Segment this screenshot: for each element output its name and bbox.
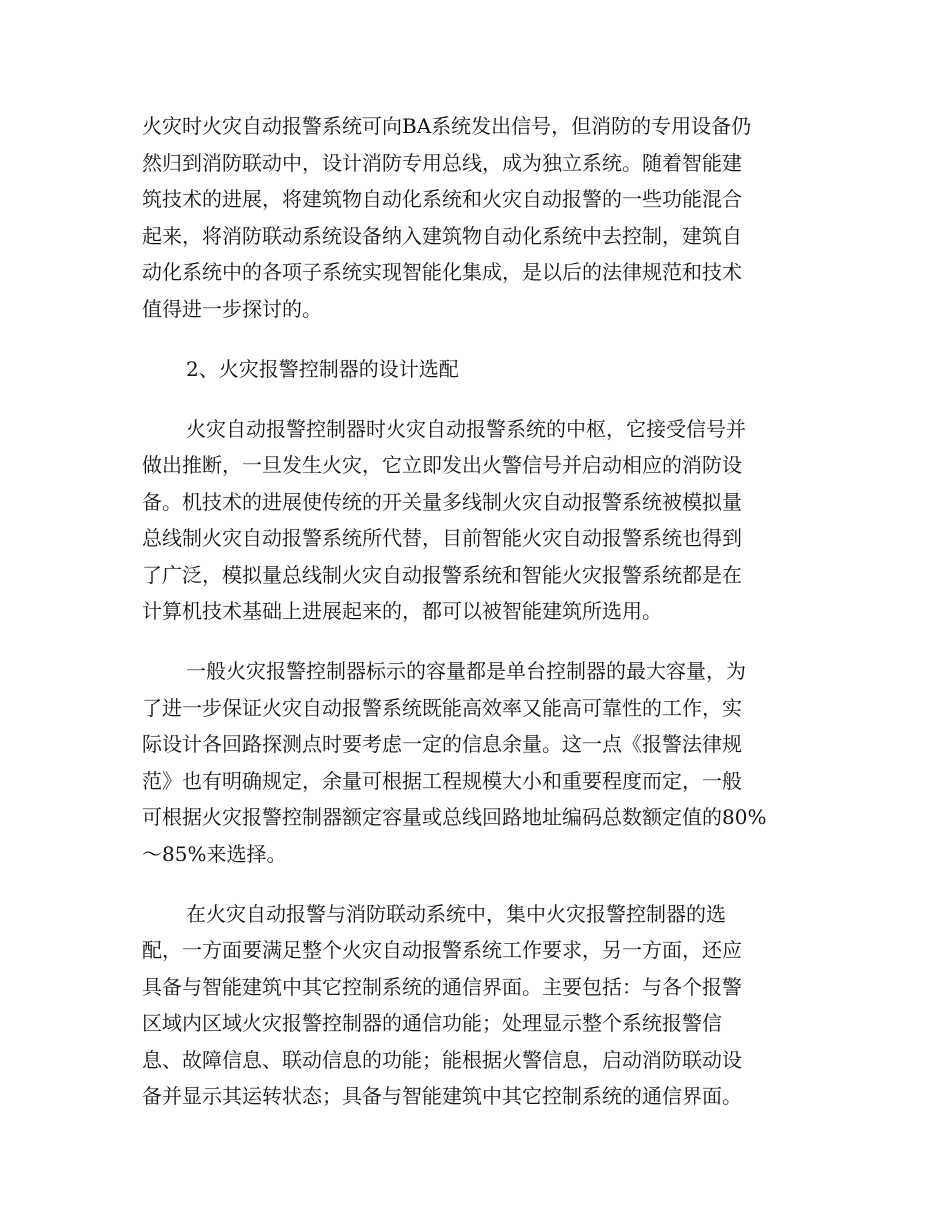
paragraph-gap [142, 387, 810, 411]
text-line: 在火灾自动报警与消防联动系统中，集中火灾报警控制器的选 [186, 901, 726, 926]
paragraph-gap [142, 327, 810, 351]
paragraph-central-controller [142, 896, 810, 1115]
text-line: 筑技术的进展，将建筑物自动化系统和火灾自动报警的一些功能混合 [142, 187, 742, 211]
text-line: 际设计各回路探测点时要考虑一定的信息余量。这一点《报警法律规 [142, 732, 742, 756]
text-line: 备。机技术的进展使传统的开关量多线制火灾自动报警系统被模拟量 [142, 489, 742, 514]
document-body [142, 108, 810, 1115]
paragraph-gap [142, 872, 810, 896]
text-line: 动化系统中的各项子系统实现智能化集成，是以后的法律规范和技术 [142, 260, 742, 284]
text-line: 备并显示其运转状态；具备与智能建筑中其它控制系统的通信界面。 [142, 1084, 742, 1108]
paragraph-gap [142, 630, 810, 654]
text-line: ～85%来选择。 [142, 841, 287, 866]
text-line: 然归到消防联动中，设计消防专用总线，成为独立系统。随着智能建 [142, 150, 742, 175]
paragraph-bms-integration [142, 108, 810, 327]
text-line: 具备与智能建筑中其它控制系统的通信界面。主要包括：与各个报警 [142, 974, 742, 999]
text-line: 区域内区域火灾报警控制器的通信功能；处理显示整个系统报警信 [142, 1011, 722, 1035]
section-heading-text: 2、火灾报警控制器的设计选配 [186, 356, 459, 381]
text-line: 了进一步保证火灾自动报警系统既能高效率又能高可靠性的工作，实 [142, 695, 742, 720]
text-line: 可根据火灾报警控制器额定容量或总线回路地址编码总数额定值的80% [142, 805, 767, 829]
text-line: 配，一方面要满足整个火灾自动报警系统工作要求，另一方面，还应 [142, 938, 742, 962]
text-line: 火灾自动报警控制器时火灾自动报警系统的中枢，它接受信号并 [186, 416, 746, 441]
text-line: 火灾时火灾自动报警系统可向BA系统发出信号，但消防的专用设备仍 [142, 114, 752, 138]
text-line: 计算机技术基础上进展起来的，都可以被智能建筑所选用。 [142, 599, 662, 623]
text-line: 一般火灾报警控制器标示的容量都是单台控制器的最大容量，为 [186, 659, 746, 683]
text-line: 做出推断，一旦发生火灾，它立即发出火警信号并启动相应的消防设 [142, 453, 742, 477]
paragraph-controller-core [142, 411, 810, 630]
text-line: 起来，将消防联动系统设备纳入建筑物自动化系统中去控制，建筑自 [142, 223, 742, 248]
text-line: 范》也有明确规定，余量可根据工程规模大小和重要程度而定，一般 [142, 768, 742, 793]
paragraph-capacity [142, 653, 810, 872]
section-heading [142, 351, 810, 388]
text-line: 总线制火灾自动报警系统所代替，目前智能火灾自动报警系统也得到 [142, 526, 742, 550]
text-line: 值得进一步探讨的。 [142, 296, 322, 321]
text-line: 息、故障信息、联动信息的功能；能根据火警信息，启动消防联动设 [142, 1047, 742, 1072]
text-line: 了广泛，模拟量总线制火灾自动报警系统和智能火灾报警系统都是在 [142, 562, 742, 587]
